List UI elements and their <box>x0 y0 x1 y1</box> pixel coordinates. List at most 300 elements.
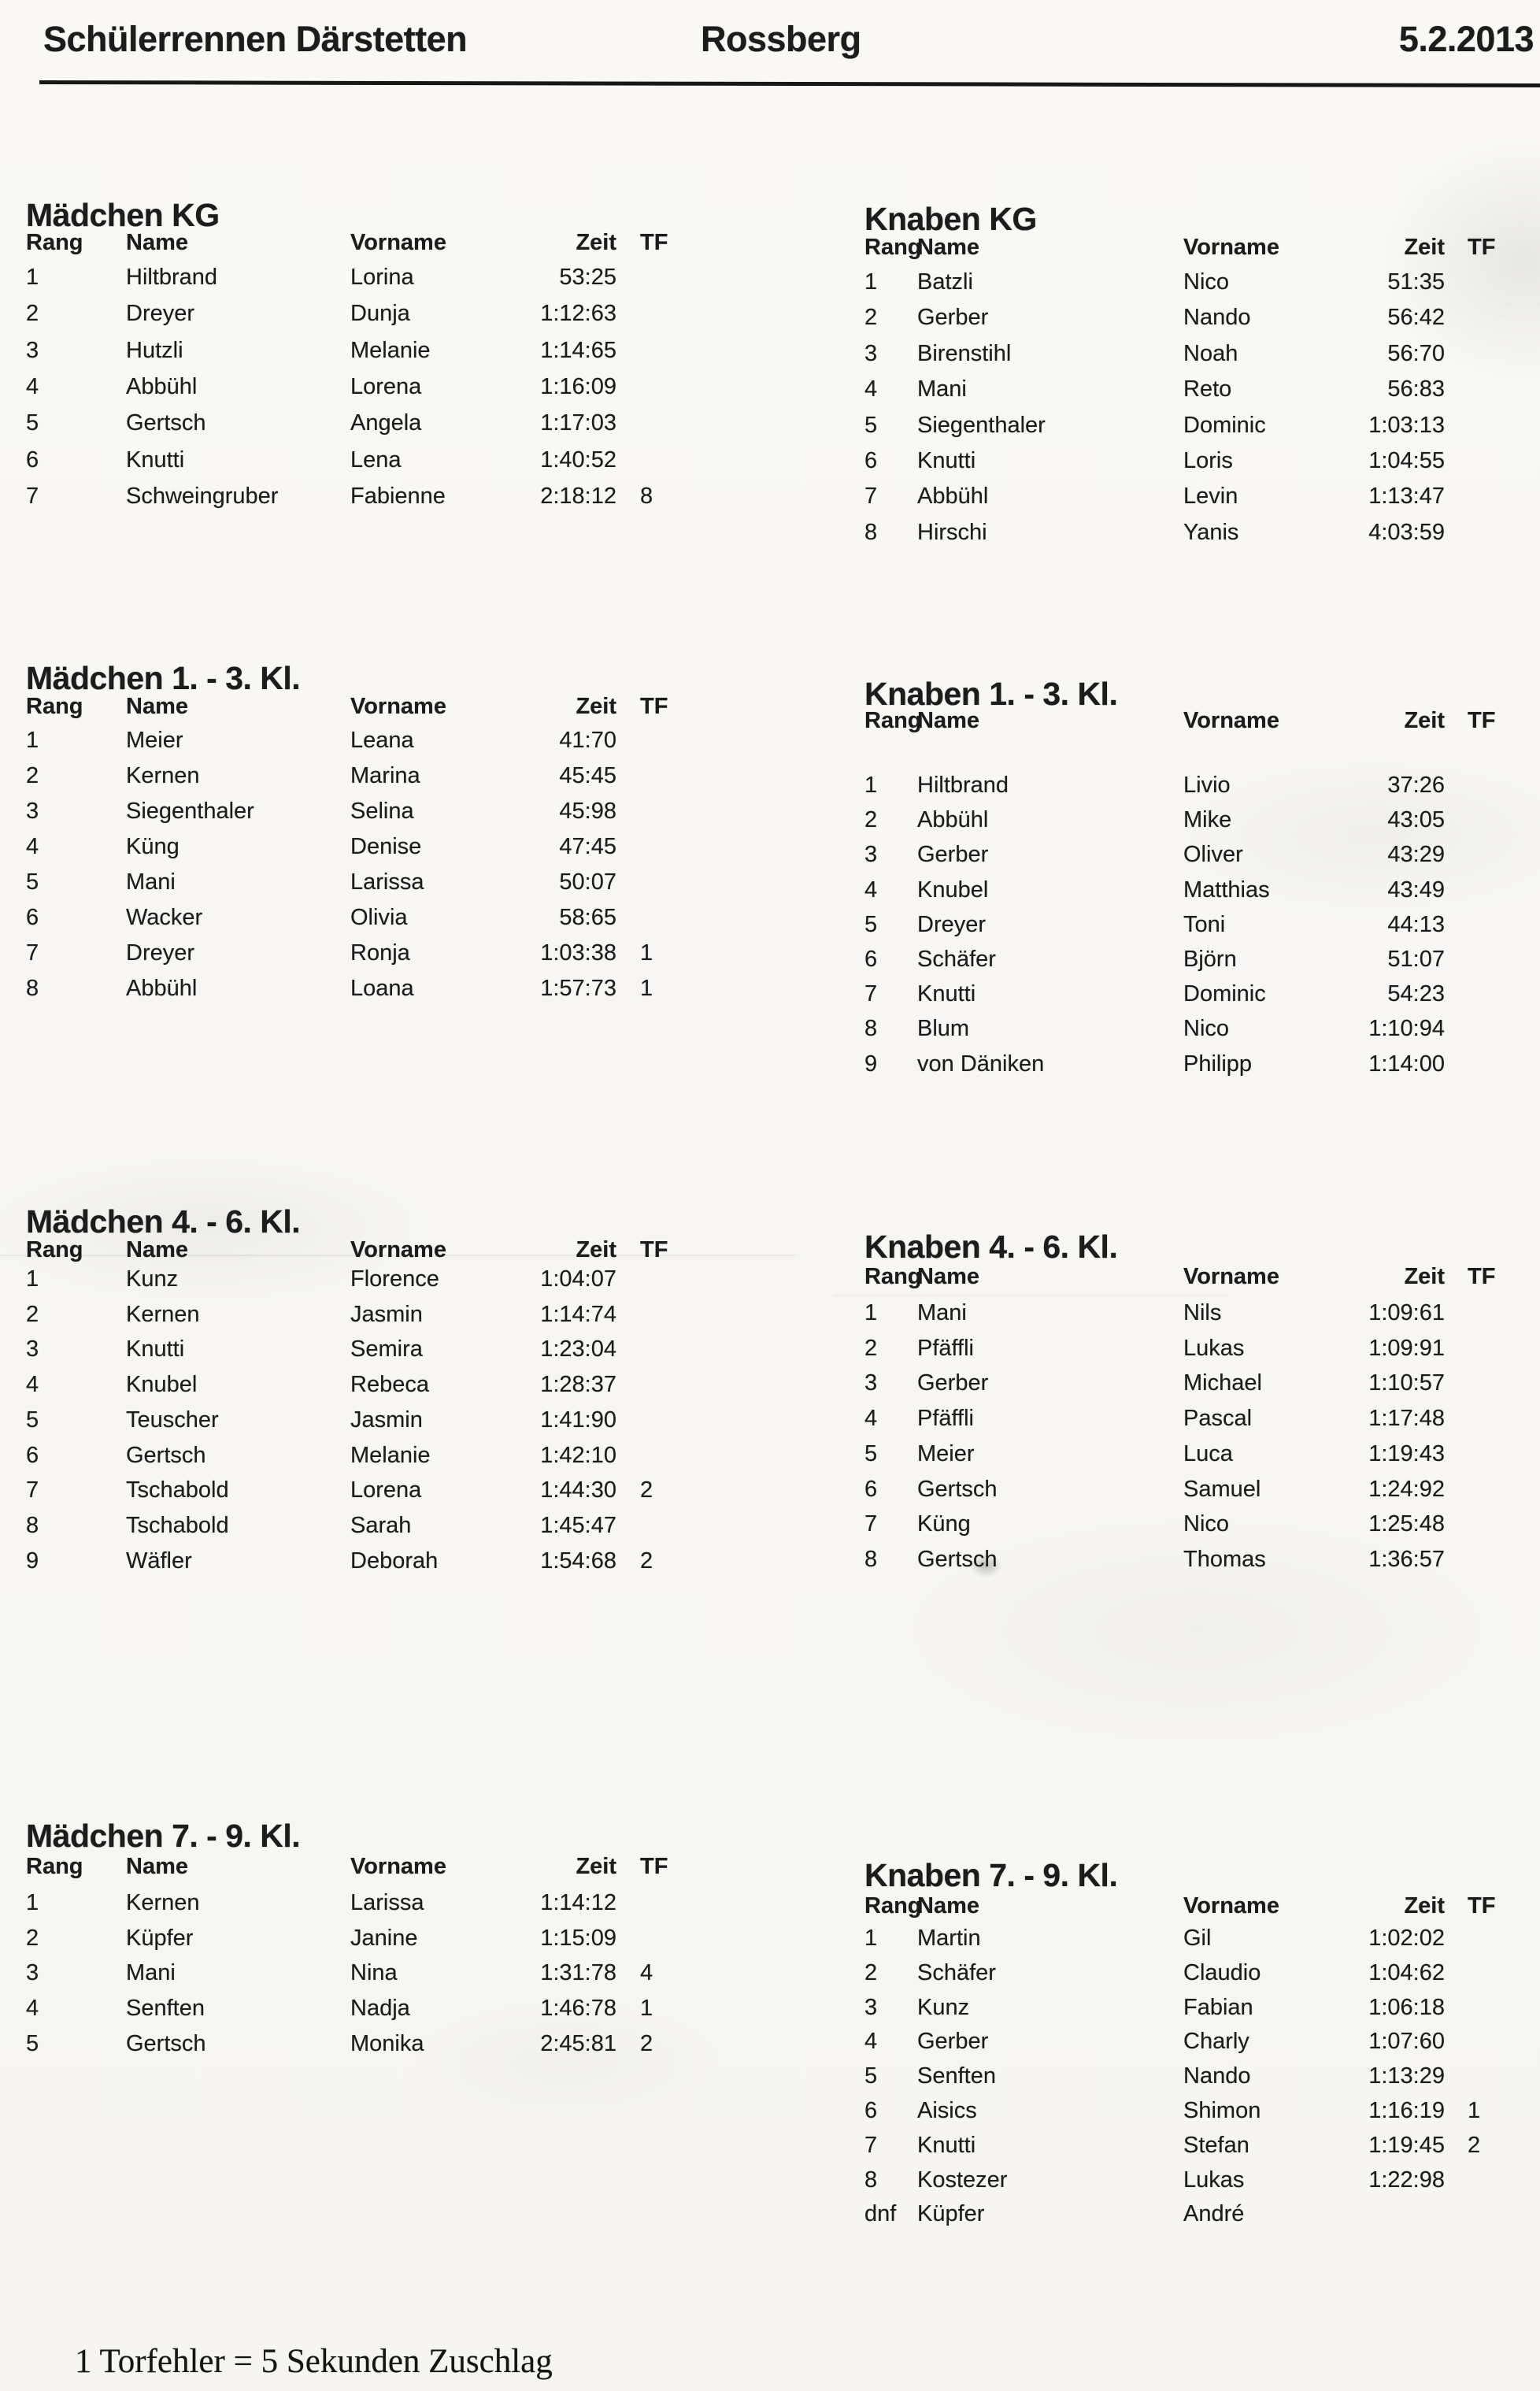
result-row <box>26 940 687 969</box>
firstname-cell: Melanie <box>350 337 431 363</box>
name-cell: Gerber <box>917 305 989 331</box>
rank-cell: 7 <box>864 1511 878 1537</box>
firstname-cell: Janine <box>350 1925 418 1951</box>
firstname-cell: Melanie <box>350 1442 431 1468</box>
name-cell: Gerber <box>917 842 989 868</box>
column-header-rang: Rang <box>26 230 83 255</box>
result-row <box>864 1960 1526 1989</box>
firstname-cell: Charly <box>1183 2029 1249 2055</box>
firstname-cell: Ronja <box>350 940 410 966</box>
firstname-cell: Jasmin <box>350 1301 423 1327</box>
rank-cell: 3 <box>864 1994 878 2020</box>
rank-cell: 9 <box>26 1548 39 1574</box>
rank-cell: 8 <box>26 1512 39 1538</box>
rank-cell: 5 <box>26 869 39 895</box>
column-header-vorname: Vorname <box>350 230 446 255</box>
rank-cell: 8 <box>864 519 878 545</box>
name-cell: Wacker <box>126 905 203 930</box>
rank-cell: 6 <box>864 448 878 473</box>
result-row <box>26 869 687 898</box>
column-header-vorname: Vorname <box>350 1854 446 1879</box>
name-cell: Abbühl <box>917 807 989 833</box>
name-cell: Gertsch <box>917 1546 998 1572</box>
time-cell: 1:07:60 <box>1368 2029 1445 2055</box>
firstname-cell: Reto <box>1183 376 1232 402</box>
rank-cell: 1 <box>864 1926 878 1951</box>
name-cell: Gertsch <box>126 1442 206 1468</box>
rank-cell: 2 <box>864 1335 878 1361</box>
column-header-tf: TF <box>640 1237 668 1262</box>
name-cell: Meier <box>126 728 183 753</box>
result-row <box>26 1372 687 1400</box>
results-section <box>864 1229 1526 1598</box>
column-header-row <box>864 1893 1526 1922</box>
column-header-vorname: Vorname <box>1183 1893 1279 1918</box>
time-cell: 1:03:13 <box>1368 412 1445 438</box>
result-row <box>26 976 687 1004</box>
rank-cell: 1 <box>864 1300 878 1325</box>
result-row <box>864 520 1526 548</box>
result-row <box>864 2098 1526 2126</box>
rank-cell: 6 <box>864 947 878 972</box>
rank-cell: 2 <box>864 305 878 331</box>
time-cell: 1:04:62 <box>1368 1959 1445 1985</box>
results-section <box>864 1857 1526 2252</box>
firstname-cell: Claudio <box>1183 1959 1261 1985</box>
result-row <box>26 799 687 827</box>
column-header-rang: Rang <box>864 1893 922 1918</box>
firstname-cell: Loana <box>350 976 414 1001</box>
time-cell: 1:31:78 <box>540 1960 616 1986</box>
name-cell: Kernen <box>126 1301 200 1327</box>
time-cell: 1:42:10 <box>540 1442 616 1468</box>
time-cell: 1:45:47 <box>540 1512 616 1538</box>
result-row <box>26 1477 687 1506</box>
firstname-cell: Dominic <box>1183 981 1266 1007</box>
firstname-cell: Mike <box>1183 807 1232 833</box>
column-header-vorname: Vorname <box>350 1237 446 1262</box>
result-row <box>26 484 687 512</box>
name-cell: Knutti <box>126 1336 185 1362</box>
time-cell: 53:25 <box>559 265 616 290</box>
rank-cell: 1 <box>26 1266 39 1292</box>
result-row <box>864 1370 1526 1399</box>
rank-cell: 5 <box>26 1407 39 1433</box>
section-title: Mädchen 4. - 6. Kl. <box>26 1203 301 1240</box>
time-cell: 1:57:73 <box>540 976 616 1001</box>
section-title: Mädchen 1. - 3. Kl. <box>26 660 301 696</box>
rank-cell: 2 <box>26 1301 39 1327</box>
result-row <box>26 338 687 366</box>
results-section <box>26 1818 687 2082</box>
column-header-tf: TF <box>640 694 668 719</box>
gate-fault-cell: 1 <box>640 940 653 966</box>
column-header-zeit: Zeit <box>1404 235 1445 260</box>
firstname-cell: Nando <box>1183 305 1251 331</box>
results-section <box>26 660 687 1027</box>
firstname-cell: Denise <box>350 834 422 859</box>
name-cell: Mani <box>917 1300 967 1325</box>
firstname-cell: Larissa <box>350 869 424 895</box>
rank-cell: 5 <box>26 410 39 436</box>
name-cell: Pfäffli <box>917 1335 975 1361</box>
firstname-cell: Nico <box>1183 269 1230 295</box>
time-cell: 1:14:65 <box>540 337 616 363</box>
time-cell: 1:14:12 <box>540 1890 616 1915</box>
firstname-cell: Livio <box>1183 773 1231 798</box>
firstname-cell: Fabian <box>1183 1994 1253 2020</box>
firstname-cell: Deborah <box>350 1548 439 1574</box>
result-row <box>864 413 1526 441</box>
firstname-cell: Marina <box>350 763 420 788</box>
column-header-zeit: Zeit <box>576 694 616 719</box>
name-cell: Tschabold <box>126 1477 229 1503</box>
firstname-cell: Lena <box>350 447 402 473</box>
result-row <box>26 2031 687 2059</box>
time-cell: 1:14:00 <box>1368 1051 1445 1077</box>
rank-cell: 7 <box>26 1477 39 1503</box>
rank-cell: 6 <box>26 1442 39 1468</box>
column-header-name: Name <box>917 235 979 260</box>
time-cell: 1:03:38 <box>540 940 616 966</box>
time-cell: 1:28:37 <box>540 1372 616 1398</box>
result-row <box>26 834 687 862</box>
name-cell: Martin <box>917 1926 981 1951</box>
section-title: Mädchen 7. - 9. Kl. <box>26 1818 301 1854</box>
column-header-row <box>26 694 687 722</box>
time-cell: 1:22:98 <box>1368 2167 1445 2193</box>
time-cell: 1:14:74 <box>540 1301 616 1327</box>
rank-cell: 2 <box>26 1925 39 1951</box>
result-row <box>864 1441 1526 1470</box>
name-cell: Küng <box>917 1511 971 1537</box>
firstname-cell: Nina <box>350 1960 398 1986</box>
firstname-cell: Nando <box>1183 2063 1251 2089</box>
rank-cell: 4 <box>26 1372 39 1398</box>
name-cell: Tschabold <box>126 1512 229 1538</box>
rank-cell: 5 <box>864 1440 878 1466</box>
time-cell: 1:54:68 <box>540 1548 616 1574</box>
time-cell: 37:26 <box>1387 773 1445 798</box>
gate-fault-cell: 8 <box>640 483 653 509</box>
firstname-cell: Lukas <box>1183 2167 1245 2193</box>
result-row <box>864 1995 1526 2023</box>
firstname-cell: Rebeca <box>350 1372 429 1398</box>
rank-cell: 4 <box>864 2029 878 2055</box>
column-header-tf: TF <box>1468 1893 1496 1918</box>
column-header-name: Name <box>917 1264 979 1289</box>
column-header-rang: Rang <box>26 1854 83 1879</box>
results-section <box>26 1203 687 1599</box>
gate-fault-cell: 4 <box>640 1960 653 1986</box>
rank-cell: 2 <box>26 763 39 788</box>
name-cell: Küpfer <box>917 2201 985 2227</box>
name-cell: Dreyer <box>917 911 987 937</box>
time-cell: 1:17:03 <box>540 410 616 436</box>
result-row <box>864 1051 1526 1080</box>
column-header-row <box>26 230 687 258</box>
firstname-cell: Luca <box>1183 1440 1233 1466</box>
firstname-cell: Gil <box>1183 1926 1212 1951</box>
result-row <box>864 1511 1526 1540</box>
column-header-row <box>26 1854 687 1882</box>
time-cell: 1:23:04 <box>540 1336 616 1362</box>
name-cell: Birenstihl <box>917 340 1012 366</box>
rank-cell: 5 <box>864 412 878 438</box>
rank-cell: 6 <box>26 447 39 473</box>
name-cell: Gerber <box>917 2029 989 2055</box>
time-cell: 4:03:59 <box>1368 519 1445 545</box>
result-row <box>864 947 1526 975</box>
firstname-cell: Björn <box>1183 947 1237 972</box>
page-title: Schülerrennen Därstetten <box>43 19 468 59</box>
name-cell: Aisics <box>917 2098 977 2123</box>
rank-cell: 2 <box>26 301 39 327</box>
event-location: Rossberg <box>701 19 861 59</box>
result-row <box>26 1407 687 1436</box>
column-header-tf: TF <box>1468 1264 1496 1289</box>
rank-cell: 3 <box>26 337 39 363</box>
result-row <box>26 1548 687 1577</box>
name-cell: Hirschi <box>917 519 987 545</box>
result-row <box>26 265 687 293</box>
time-cell: 45:98 <box>559 799 616 824</box>
result-row <box>26 301 687 329</box>
name-cell: Knutti <box>917 448 976 473</box>
section-title: Mädchen KG <box>26 197 220 233</box>
rank-cell: 1 <box>26 728 39 753</box>
time-cell: 1:04:07 <box>540 1266 616 1292</box>
rank-cell: 6 <box>26 905 39 930</box>
column-header-zeit: Zeit <box>1404 1264 1445 1289</box>
time-cell: 1:12:63 <box>540 301 616 327</box>
result-row <box>864 2133 1526 2161</box>
rank-cell: 2 <box>864 1959 878 1985</box>
rank-cell: 2 <box>864 807 878 833</box>
header-divider <box>39 80 1540 87</box>
column-header-name: Name <box>126 230 188 255</box>
column-header-zeit: Zeit <box>1404 1893 1445 1918</box>
result-row <box>26 1443 687 1471</box>
name-cell: Kernen <box>126 763 200 788</box>
time-cell: 51:07 <box>1387 947 1445 972</box>
time-cell: 51:35 <box>1387 269 1445 295</box>
name-cell: Gertsch <box>126 2030 206 2056</box>
result-row <box>864 1336 1526 1364</box>
time-cell: 1:09:61 <box>1368 1300 1445 1325</box>
time-cell: 45:45 <box>559 763 616 788</box>
penalty-note: 1 Torfehler = 5 Sekunden Zuschlag <box>75 2343 553 2380</box>
time-cell: 1:41:90 <box>540 1407 616 1433</box>
time-cell: 1:16:19 <box>1368 2098 1445 2123</box>
firstname-cell: Michael <box>1183 1370 1262 1396</box>
result-row <box>26 1926 687 1954</box>
time-cell: 43:29 <box>1387 842 1445 868</box>
results-section <box>864 201 1526 571</box>
time-cell: 1:19:43 <box>1368 1440 1445 1466</box>
time-cell: 1:40:52 <box>540 447 616 473</box>
rank-cell: 3 <box>864 1370 878 1396</box>
section-title: Knaben 1. - 3. Kl. <box>864 676 1118 712</box>
name-cell: Teuscher <box>126 1407 219 1433</box>
column-header-vorname: Vorname <box>1183 708 1279 733</box>
time-cell: 1:06:18 <box>1368 1994 1445 2020</box>
name-cell: Hiltbrand <box>126 265 218 290</box>
section-title: Knaben 4. - 6. Kl. <box>864 1229 1118 1265</box>
firstname-cell: Larissa <box>350 1890 424 1915</box>
rank-cell: 4 <box>864 1406 878 1432</box>
result-row <box>864 877 1526 906</box>
column-header-zeit: Zeit <box>576 230 616 255</box>
rank-cell: 7 <box>864 981 878 1007</box>
name-cell: Siegenthaler <box>917 412 1046 438</box>
time-cell: 2:18:12 <box>540 483 616 509</box>
rank-cell: 4 <box>26 373 39 399</box>
name-cell: Knutti <box>917 981 976 1007</box>
name-cell: Gertsch <box>126 410 206 436</box>
time-cell: 44:13 <box>1387 911 1445 937</box>
time-cell: 43:49 <box>1387 877 1445 903</box>
name-cell: Knutti <box>917 2132 976 2158</box>
firstname-cell: Nico <box>1183 1511 1230 1537</box>
result-row <box>864 448 1526 476</box>
time-cell: 1:15:09 <box>540 1925 616 1951</box>
rank-cell: 8 <box>864 1546 878 1572</box>
result-row <box>26 374 687 402</box>
column-header-rang: Rang <box>864 708 922 733</box>
time-cell: 56:42 <box>1387 305 1445 331</box>
column-header-vorname: Vorname <box>350 694 446 719</box>
result-row <box>864 305 1526 333</box>
column-header-row <box>864 235 1526 263</box>
name-cell: Küng <box>126 834 180 859</box>
column-header-name: Name <box>126 1237 188 1262</box>
name-cell: Knubel <box>126 1372 198 1398</box>
name-cell: Siegenthaler <box>126 799 254 824</box>
column-header-rang: Rang <box>864 1264 922 1289</box>
firstname-cell: Philipp <box>1183 1051 1253 1077</box>
time-cell: 1:46:78 <box>540 1996 616 2022</box>
firstname-cell: Samuel <box>1183 1476 1261 1502</box>
section-title: Knaben 7. - 9. Kl. <box>864 1857 1118 1893</box>
column-header-vorname: Vorname <box>1183 235 1279 260</box>
result-row <box>864 773 1526 801</box>
name-cell: Kunz <box>126 1266 179 1292</box>
result-row <box>864 2167 1526 2196</box>
name-cell: Abbühl <box>126 976 198 1001</box>
firstname-cell: Sarah <box>350 1512 412 1538</box>
result-row <box>26 1960 687 1989</box>
firstname-cell: Oliver <box>1183 842 1243 868</box>
result-row <box>864 912 1526 940</box>
column-header-tf: TF <box>1468 235 1496 260</box>
name-cell: Abbühl <box>917 484 989 510</box>
firstname-cell: Semira <box>350 1336 423 1362</box>
firstname-cell: André <box>1183 2201 1245 2227</box>
rank-cell: 3 <box>864 340 878 366</box>
firstname-cell: Lorena <box>350 373 422 399</box>
firstname-cell: Fabienne <box>350 483 446 509</box>
result-row <box>26 763 687 791</box>
gate-fault-cell: 1 <box>640 976 653 1001</box>
gate-fault-cell: 2 <box>640 1548 653 1574</box>
rank-cell: 7 <box>26 940 39 966</box>
rank-cell: 7 <box>26 483 39 509</box>
column-header-row <box>26 1237 687 1266</box>
result-row <box>864 269 1526 298</box>
rank-cell: dnf <box>864 2201 897 2227</box>
name-cell: Kostezer <box>917 2167 1008 2193</box>
name-cell: Knutti <box>126 447 185 473</box>
section-title: Knaben KG <box>864 201 1037 237</box>
result-row <box>864 1477 1526 1505</box>
time-cell: 1:04:55 <box>1368 448 1445 473</box>
firstname-cell: Florence <box>350 1266 439 1292</box>
time-cell: 2:45:81 <box>540 2030 616 2056</box>
result-row <box>26 1302 687 1330</box>
rank-cell: 4 <box>26 1996 39 2022</box>
rank-cell: 4 <box>26 834 39 859</box>
column-header-rang: Rang <box>26 1237 83 1262</box>
results-section <box>26 197 687 536</box>
rank-cell: 7 <box>864 2132 878 2158</box>
firstname-cell: Angela <box>350 410 422 436</box>
column-header-zeit: Zeit <box>576 1854 616 1879</box>
firstname-cell: Loris <box>1183 448 1233 473</box>
column-header-name: Name <box>126 694 188 719</box>
column-header-rang: Rang <box>864 235 922 260</box>
result-row <box>26 1266 687 1295</box>
column-header-row <box>864 1264 1526 1292</box>
gate-fault-cell: 1 <box>640 1996 653 2022</box>
name-cell: Gerber <box>917 1370 989 1396</box>
column-header-row <box>864 708 1526 736</box>
firstname-cell: Nadja <box>350 1996 410 2022</box>
name-cell: Wäfler <box>126 1548 192 1574</box>
result-row <box>26 1890 687 1918</box>
column-header-zeit: Zeit <box>576 1237 616 1262</box>
column-header-name: Name <box>126 1854 188 1879</box>
time-cell: 1:17:48 <box>1368 1406 1445 1432</box>
result-row <box>26 1996 687 2024</box>
rank-cell: 3 <box>26 1336 39 1362</box>
result-row <box>864 2063 1526 2092</box>
time-cell: 1:44:30 <box>540 1477 616 1503</box>
firstname-cell: Yanis <box>1183 519 1239 545</box>
result-row <box>864 341 1526 369</box>
column-header-rang: Rang <box>26 694 83 719</box>
time-cell: 1:16:09 <box>540 373 616 399</box>
name-cell: Senften <box>126 1996 205 2022</box>
column-header-zeit: Zeit <box>1404 708 1445 733</box>
results-section <box>864 676 1526 1102</box>
result-row <box>864 1300 1526 1329</box>
time-cell: 50:07 <box>559 869 616 895</box>
firstname-cell: Stefan <box>1183 2132 1249 2158</box>
time-cell: 1:10:94 <box>1368 1016 1445 1042</box>
result-row <box>26 905 687 933</box>
firstname-cell: Shimon <box>1183 2098 1261 2123</box>
name-cell: Dreyer <box>126 940 195 966</box>
rank-cell: 5 <box>864 911 878 937</box>
rank-cell: 1 <box>26 1890 39 1915</box>
time-cell: 43:05 <box>1387 807 1445 833</box>
result-row <box>26 1336 687 1365</box>
firstname-cell: Lukas <box>1183 1335 1245 1361</box>
name-cell: Mani <box>126 1960 176 1986</box>
rank-cell: 1 <box>864 269 878 295</box>
gate-fault-cell: 2 <box>1468 2132 1481 2158</box>
